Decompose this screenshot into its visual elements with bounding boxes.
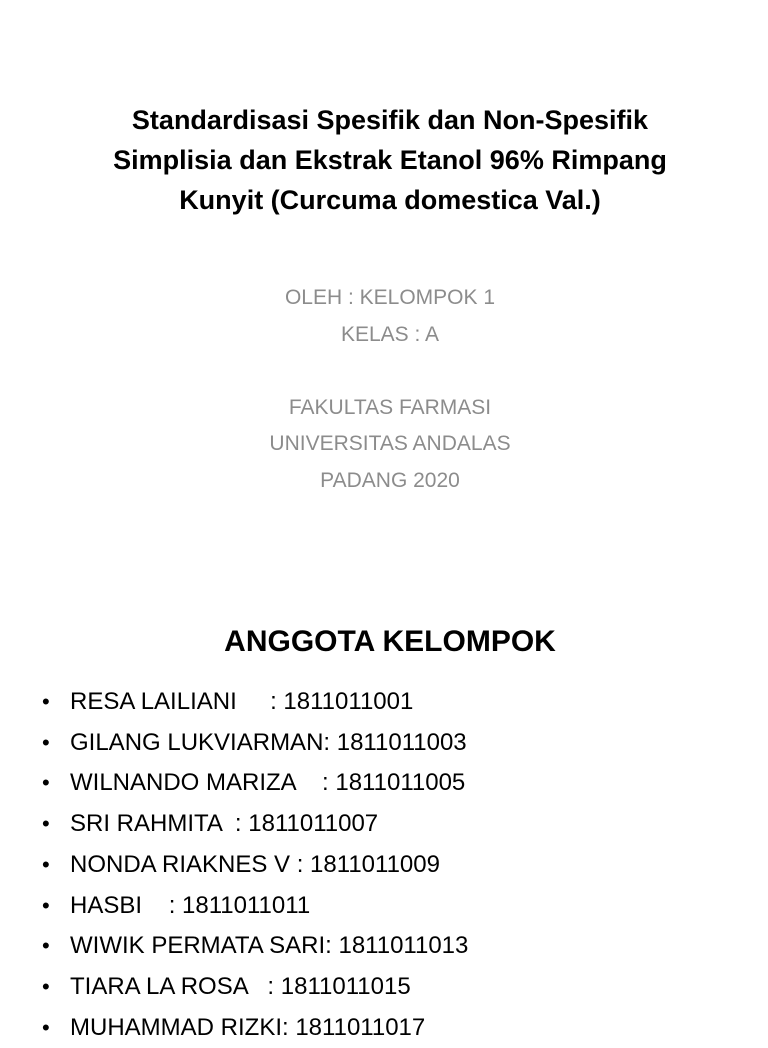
subtitle-author: OLEH : KELOMPOK 1 [284,286,496,309]
member-text: SRI RAHMITA : 1811011007 [70,810,379,838]
bullet-icon: • [42,851,50,877]
list-item [40,1008,468,1048]
list-item [40,845,468,886]
title-line: Simplisia dan Ekstrak Etanol 96% Rimpang [113,145,667,175]
list-item [40,967,468,1008]
subtitle-university: UNIVERSITAS ANDALAS [269,432,511,456]
member-text: WIWIK PERMATA SARI: 1811011013 [70,932,469,960]
bullet-icon: • [42,811,50,837]
member-text: HASBI : 1811011011 [70,891,311,919]
bullet-icon: • [42,973,50,999]
members-heading: ANGGOTA KELOMPOK [224,625,556,658]
subtitle-class: KELAS : A [340,322,440,346]
slide-title [70,100,710,220]
bullet-icon: • [42,729,50,755]
list-item [40,763,468,804]
list-item [40,926,468,967]
members-list [40,682,468,1048]
member-text: WILNANDO MARIZA : 1811011005 [70,769,466,797]
list-item [40,886,468,927]
list-item [40,682,468,723]
subtitle-faculty: FAKULTAS FARMASI [288,395,492,419]
bullet-icon: • [42,1014,50,1040]
bullet-icon: • [42,933,50,959]
bullet-icon: • [42,689,50,714]
title-line: Kunyit (Curcuma domestica Val.) [179,185,601,215]
bullet-icon: • [42,770,50,796]
list-item [40,804,468,845]
list-item [40,723,468,764]
slide-subtitle [140,280,640,500]
title-line: Standardisasi Spesifik dan Non-Spesifik [131,105,649,135]
subtitle-city-year: PADANG 2020 [320,468,460,492]
member-text: MUHAMMAD RIZKI: 1811011017 [70,1013,426,1041]
member-text: GILANG LUKVIARMAN: 1811011003 [70,728,467,756]
bullet-icon: • [42,892,50,918]
subtitle-spacer [140,353,640,390]
member-text: NONDA RIAKNES V : 1811011009 [70,850,440,878]
member-text: RESA LAILIANI : 1811011001 [70,688,414,715]
member-text: TIARA LA ROSA : 1811011015 [70,972,411,1000]
members-slide [0,576,768,1041]
